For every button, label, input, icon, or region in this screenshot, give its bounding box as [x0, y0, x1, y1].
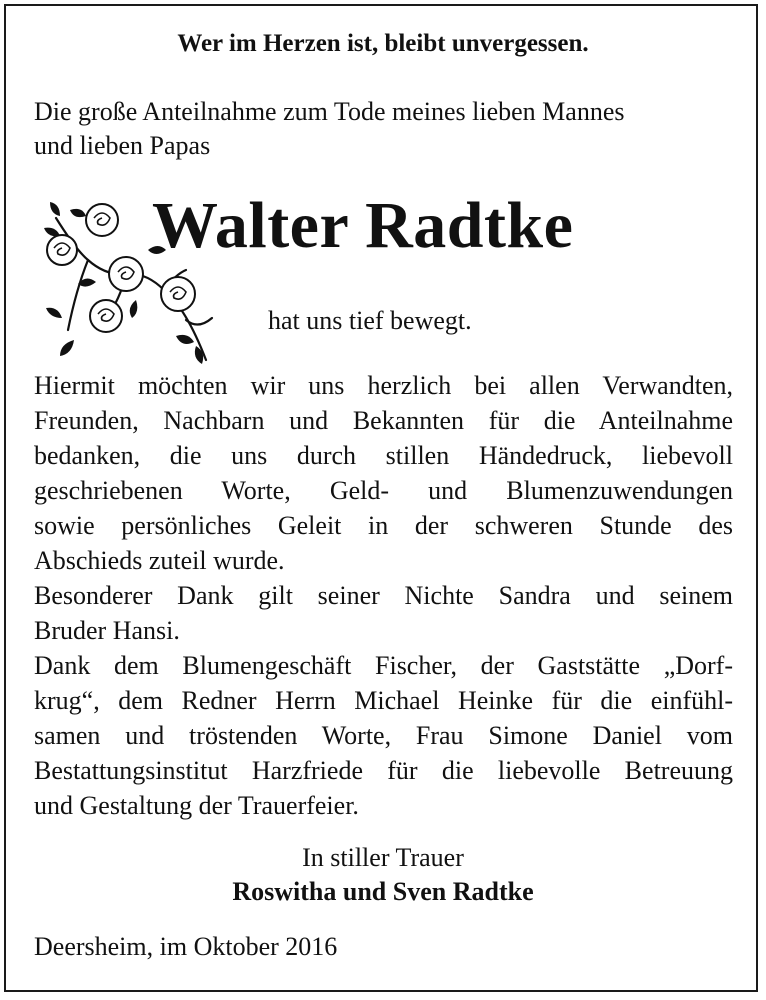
body-line-3: bedanken, die uns durch stillen Händedruck, liebevoll [34, 441, 733, 470]
body-line-9: Dank dem Blumengeschäft Fischer, der Gaststätte „Dorf- [34, 651, 733, 680]
body-line-1: Hiermit möchten wir uns herzlich bei allen Verwandten, [34, 371, 733, 400]
body-line-4: geschriebenen Worte, Geld- und Blumenzuwendungen [34, 476, 733, 505]
body-line-8: Bruder Hansi. [34, 616, 180, 645]
body-line-7: Besonderer Dank gilt seiner Nichte Sandra und seinem [34, 581, 733, 610]
deceased-name: Walter Radtke [152, 189, 574, 262]
body-line-5: sowie persönliches Geleit in der schweren Stunde des [34, 511, 733, 540]
closing-text: In stiller Trauer [302, 843, 464, 872]
intro-line-1: Die große Anteilnahme zum Tode meines lieben Mannes [34, 97, 625, 126]
body-line-11: samen und tröstenden Worte, Frau Simone Daniel vom [34, 721, 733, 750]
body-line-10: krug“, dem Redner Herrn Michael Heinke für die einfühl- [34, 686, 733, 715]
body-line-6: Abschieds zuteil wurde. [34, 546, 285, 575]
intro-line-2: und lieben Papas [34, 131, 211, 160]
body-line-2: Freunden, Nachbarn und Bekannten für die Anteilnahme [34, 406, 733, 435]
body-line-13: und Gestaltung der Trauerfeier. [34, 791, 359, 820]
motto: Wer im Herzen ist, bleibt unvergessen. [177, 30, 589, 57]
body-line-12: Bestattungsinstitut Harzfriede für die liebevolle Betreuung [34, 756, 733, 785]
signatories: Roswitha und Sven Radtke [232, 877, 534, 906]
place-date: Deersheim, im Oktober 2016 [34, 932, 338, 961]
moved-text: hat uns tief bewegt. [268, 306, 472, 335]
body-text [34, 368, 733, 823]
